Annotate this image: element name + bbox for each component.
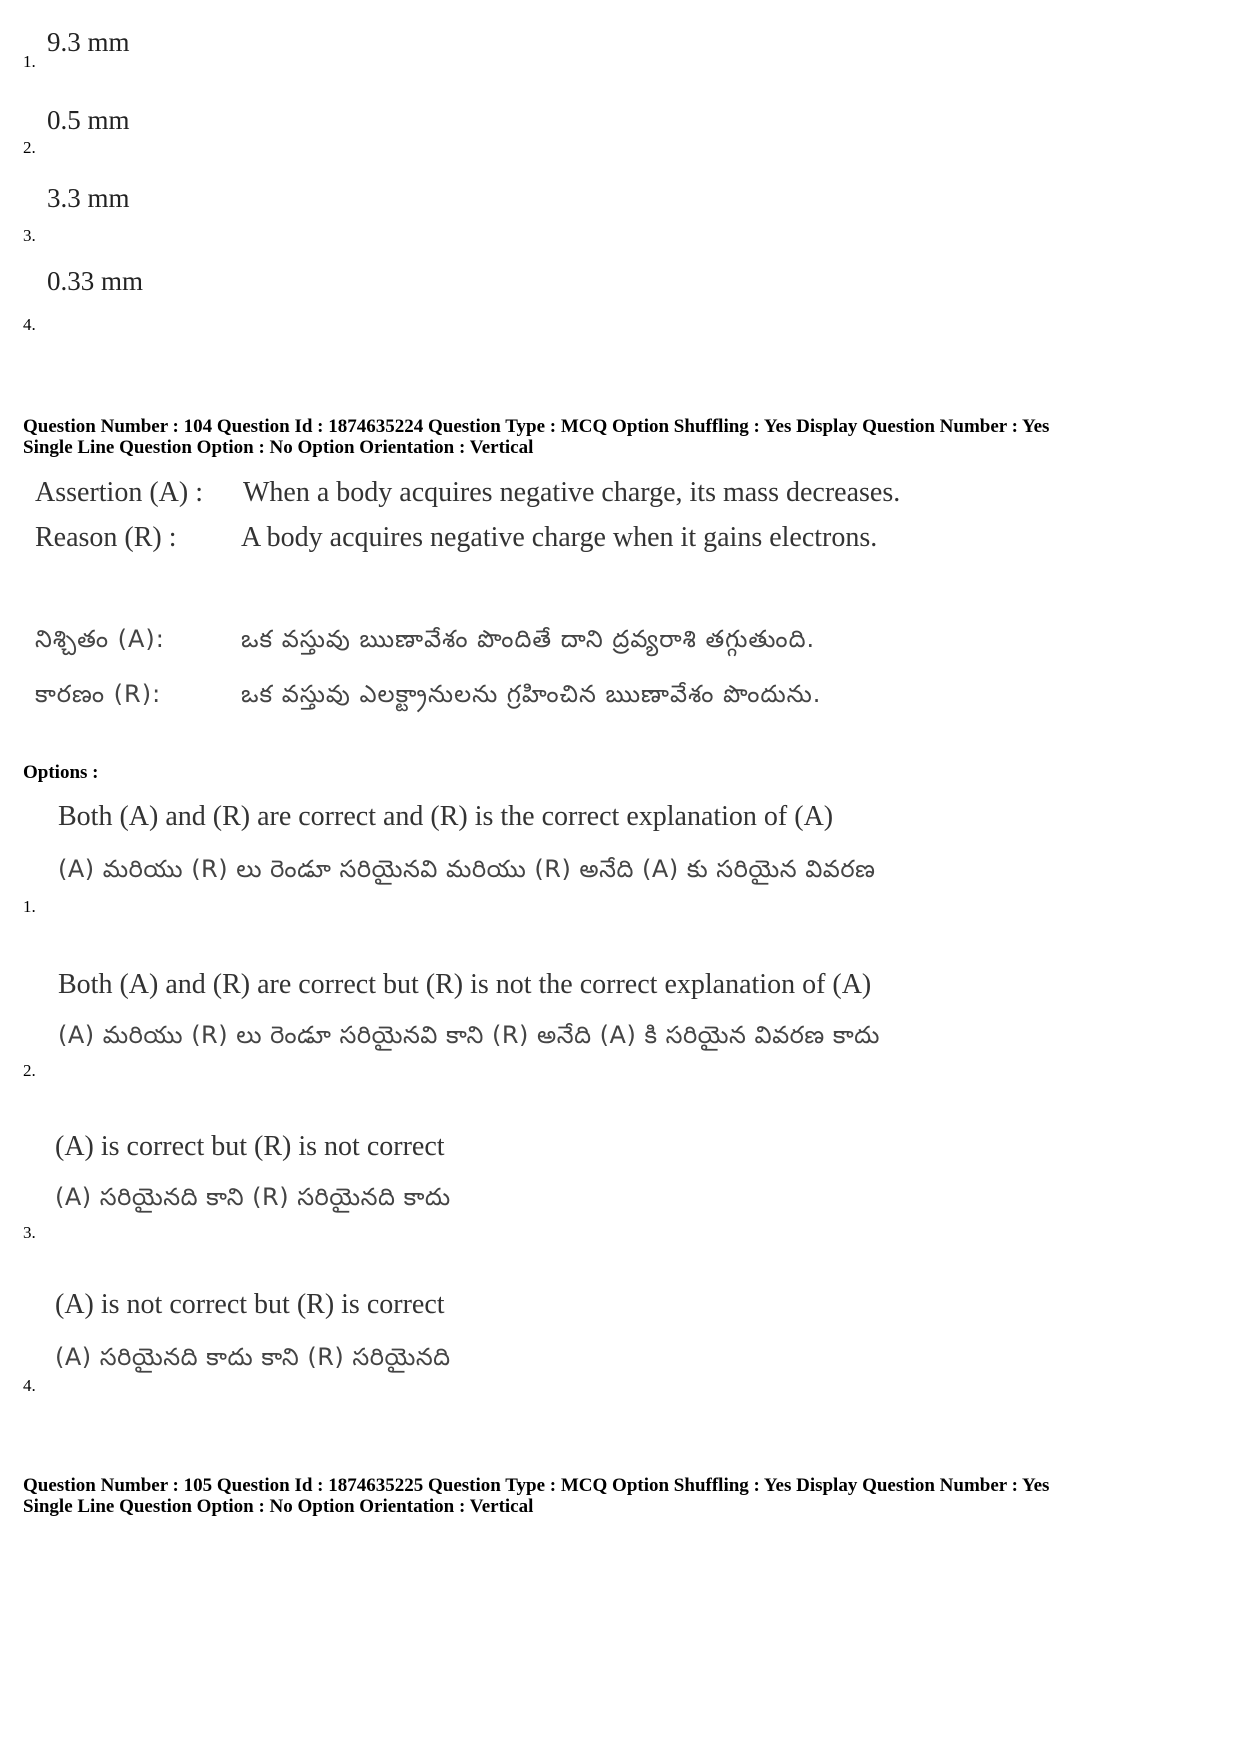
reason-text: A body acquires negative charge when it gains electrons. xyxy=(241,522,878,553)
assertion-text: When a body acquires negative charge, its mass decreases. xyxy=(243,477,901,508)
question-header-line1: Question Number : 105 Question Id : 1874635225 Question Type : MCQ Option Shuffling : Yes Display Question Number : Yes xyxy=(23,1475,1050,1496)
option-text-telugu: (A) సరియైనది కాదు కాని (R) సరియైనది xyxy=(55,1343,451,1371)
option-text-english: Both (A) and (R) are correct but (R) is not the correct explanation of (A) xyxy=(58,969,872,1000)
question-header-line2: Single Line Question Option : No Option Orientation : Vertical xyxy=(23,437,534,458)
option-text-english: (A) is correct but (R) is not correct xyxy=(55,1131,445,1162)
prev-option-value: 0.33 mm xyxy=(47,266,144,296)
prev-option-value: 9.3 mm xyxy=(47,27,130,57)
telugu-reason-label: కారణం (R): xyxy=(35,680,162,708)
options-label: Options : xyxy=(23,762,99,783)
option-text-telugu: (A) మరియు (R) లు రెండూ సరియైనవి కాని (R) అనేది (A) కి సరియైన వివరణ కాదు xyxy=(58,1021,880,1049)
question-header-line2: Single Line Question Option : No Option Orientation : Vertical xyxy=(23,1496,534,1517)
option-number: 3. xyxy=(23,1223,36,1242)
telugu-assertion-label: నిశ్చితం (A): xyxy=(35,625,165,653)
option-number: 2. xyxy=(23,1061,36,1080)
option-text-telugu: (A) మరియు (R) లు రెండూ సరియైనవి మరియు (R) అనేది (A) కు సరియైన వివరణ xyxy=(58,855,876,883)
prev-option-value: 3.3 mm xyxy=(47,183,130,213)
prev-option-value: 0.5 mm xyxy=(47,105,130,135)
prev-option-number: 3. xyxy=(23,226,36,245)
option-text-telugu: (A) సరియైనది కాని (R) సరియైనది కాదు xyxy=(55,1183,451,1211)
option-text-english: Both (A) and (R) are correct and (R) is the correct explanation of (A) xyxy=(58,801,834,832)
telugu-assertion-text: ఒక వస్తువు ఋణావేశం పొందితే దాని ద్రవ్యరాశి తగ్గుతుంది. xyxy=(241,625,816,653)
reason-label: Reason (R) : xyxy=(35,522,177,553)
telugu-reason-text: ఒక వస్తువు ఎలక్ట్రానులను గ్రహించిన ఋణావేశం పొందును. xyxy=(241,680,822,708)
assertion-label: Assertion (A) : xyxy=(35,477,203,508)
prev-option-number: 1. xyxy=(23,52,36,71)
option-number: 4. xyxy=(23,1376,36,1395)
option-text-english: (A) is not correct but (R) is correct xyxy=(55,1289,445,1320)
question-header-line1: Question Number : 104 Question Id : 1874635224 Question Type : MCQ Option Shuffling : Yes Display Question Number : Yes xyxy=(23,416,1050,437)
prev-option-number: 2. xyxy=(23,138,36,157)
option-number: 1. xyxy=(23,897,36,916)
prev-option-number: 4. xyxy=(23,315,36,334)
